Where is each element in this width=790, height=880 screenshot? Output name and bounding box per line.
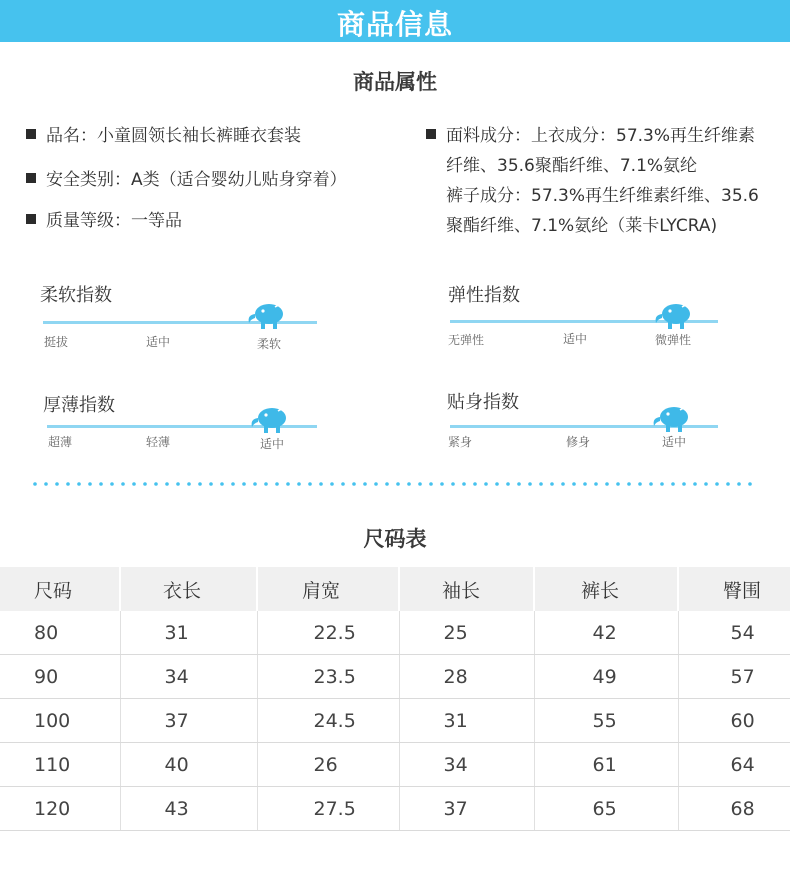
divider-dot [88,482,92,486]
divider-dot [715,482,719,486]
attribute-fabric [426,121,786,241]
fit-label-high: 适中 [662,435,687,449]
fit-label-mid: 修身 [566,435,591,449]
header-banner [0,0,790,42]
cell-pants-length: 42 [534,611,678,655]
fit-index-title: 贴身指数 [447,392,519,413]
divider-dot [660,482,664,486]
divider-dot [616,482,620,486]
elasticity-label-high: 微弹性 [655,333,692,347]
divider-dot [726,482,730,486]
cell-pants-length: 49 [534,655,678,699]
cell-shoulder: 24.5 [257,699,399,743]
square-bullet-icon [426,129,436,139]
dotted-divider [32,480,758,488]
divider-dot [297,482,301,486]
banner-title: 商品信息 [336,8,453,41]
divider-dot [275,482,279,486]
header-top-length: 衣长 [120,567,257,611]
cell-shoulder: 26 [257,743,399,787]
elasticity-label-mid: 适中 [563,332,588,346]
cell-pants-length: 65 [534,787,678,831]
divider-dot [110,482,114,486]
divider-dot [429,482,433,486]
divider-dot [495,482,499,486]
table-row [0,787,790,831]
divider-dot [693,482,697,486]
divider-dot [231,482,235,486]
divider-dot [44,482,48,486]
size-table [0,567,790,831]
divider-dot [451,482,455,486]
divider-dot [385,482,389,486]
cell-shoulder: 22.5 [257,611,399,655]
divider-dot [550,482,554,486]
divider-dot [561,482,565,486]
divider-dot [242,482,246,486]
header-sleeve: 袖长 [399,567,534,611]
divider-dot [682,482,686,486]
divider-dot [572,482,576,486]
divider-dot [308,482,312,486]
fit-label-low: 紧身 [448,435,473,449]
divider-dot [473,482,477,486]
divider-dot [143,482,147,486]
attribute-quality-text: 质量等级：一等品 [46,211,182,231]
divider-dot [176,482,180,486]
divider-dot [253,482,257,486]
thickness-index-title: 厚薄指数 [43,395,115,416]
table-row [0,699,790,743]
table-row [0,743,790,787]
cell-hip: 68 [678,787,790,831]
divider-dot [66,482,70,486]
thickness-label-high: 适中 [260,437,285,451]
divider-dot [165,482,169,486]
cell-top-length: 37 [120,699,257,743]
header-shoulder: 肩宽 [257,567,399,611]
divider-dot [132,482,136,486]
attribute-name-text: 品名：小童圆领长袖长裤睡衣套装 [46,126,301,146]
cell-sleeve: 37 [399,787,534,831]
cell-top-length: 40 [120,743,257,787]
cell-size: 120 [0,787,120,831]
divider-dot [209,482,213,486]
header-hip: 臀围 [678,567,790,611]
softness-label-high: 柔软 [257,337,282,351]
divider-dot [506,482,510,486]
divider-dot [671,482,675,486]
divider-dot [649,482,653,486]
cell-size: 90 [0,655,120,699]
divider-dot [341,482,345,486]
fabric-line: 面料成分：上衣成分：57.3%再生纤维素 [446,126,756,146]
fabric-line: 裤子成分：57.3%再生纤维素纤维、35.6 [446,186,759,206]
table-row [0,611,790,655]
cell-shoulder: 27.5 [257,787,399,831]
cell-hip: 57 [678,655,790,699]
attribute-item [26,206,182,236]
attribute-item [26,121,301,151]
square-bullet-icon [26,214,36,224]
attributes-title: 商品属性 [353,70,437,94]
divider-dot [154,482,158,486]
table-row [0,655,790,699]
elephant-icon [248,405,292,435]
divider-dot [99,482,103,486]
square-bullet-icon [26,129,36,139]
divider-dot [187,482,191,486]
cell-size: 80 [0,611,120,655]
size-table-header-row [0,567,790,611]
softness-label-low: 挺拔 [44,335,69,349]
divider-dot [627,482,631,486]
divider-dot [374,482,378,486]
softness-index-title: 柔软指数 [40,285,112,306]
cell-pants-length: 55 [534,699,678,743]
cell-size: 110 [0,743,120,787]
divider-dot [77,482,81,486]
elephant-icon [650,404,694,434]
divider-dot [583,482,587,486]
divider-dot [121,482,125,486]
divider-dot [264,482,268,486]
divider-dot [418,482,422,486]
cell-sleeve: 31 [399,699,534,743]
square-bullet-icon [26,173,36,183]
cell-sleeve: 28 [399,655,534,699]
elasticity-label-low: 无弹性 [448,333,485,347]
header-pants-length: 裤长 [534,567,678,611]
divider-dot [737,482,741,486]
cell-top-length: 31 [120,611,257,655]
cell-sleeve: 34 [399,743,534,787]
cell-top-length: 34 [120,655,257,699]
divider-dot [528,482,532,486]
divider-dot [319,482,323,486]
divider-dot [638,482,642,486]
divider-dot [594,482,598,486]
cell-size: 100 [0,699,120,743]
divider-dot [220,482,224,486]
fabric-line: 聚酯纤维、7.1%氨纶（莱卡LYCRA) [446,216,718,236]
header-size: 尺码 [0,567,120,611]
attribute-item [26,165,347,195]
divider-dot [396,482,400,486]
cell-hip: 64 [678,743,790,787]
divider-dot [286,482,290,486]
divider-dot [33,482,37,486]
divider-dot [605,482,609,486]
cell-shoulder: 23.5 [257,655,399,699]
divider-dot [363,482,367,486]
cell-top-length: 43 [120,787,257,831]
divider-dot [539,482,543,486]
cell-pants-length: 61 [534,743,678,787]
attribute-safety-text: 安全类别：A类（适合婴幼儿贴身穿着） [46,170,347,190]
thickness-label-mid: 轻薄 [146,435,171,449]
divider-dot [517,482,521,486]
divider-dot [330,482,334,486]
divider-dot [704,482,708,486]
divider-dot [55,482,59,486]
cell-hip: 60 [678,699,790,743]
softness-label-mid: 适中 [146,335,171,349]
divider-dot [748,482,752,486]
divider-dot [462,482,466,486]
divider-dot [440,482,444,486]
cell-hip: 54 [678,611,790,655]
divider-dot [407,482,411,486]
divider-dot [352,482,356,486]
fabric-line: 纤维、35.6聚酯纤维、7.1%氨纶 [446,156,698,176]
cell-sleeve: 25 [399,611,534,655]
elephant-icon [245,301,289,331]
divider-dot [198,482,202,486]
thickness-label-low: 超薄 [48,435,73,449]
elephant-icon [652,301,696,331]
divider-dot [484,482,488,486]
size-chart-title: 尺码表 [363,527,427,551]
elasticity-index-title: 弹性指数 [448,285,520,306]
